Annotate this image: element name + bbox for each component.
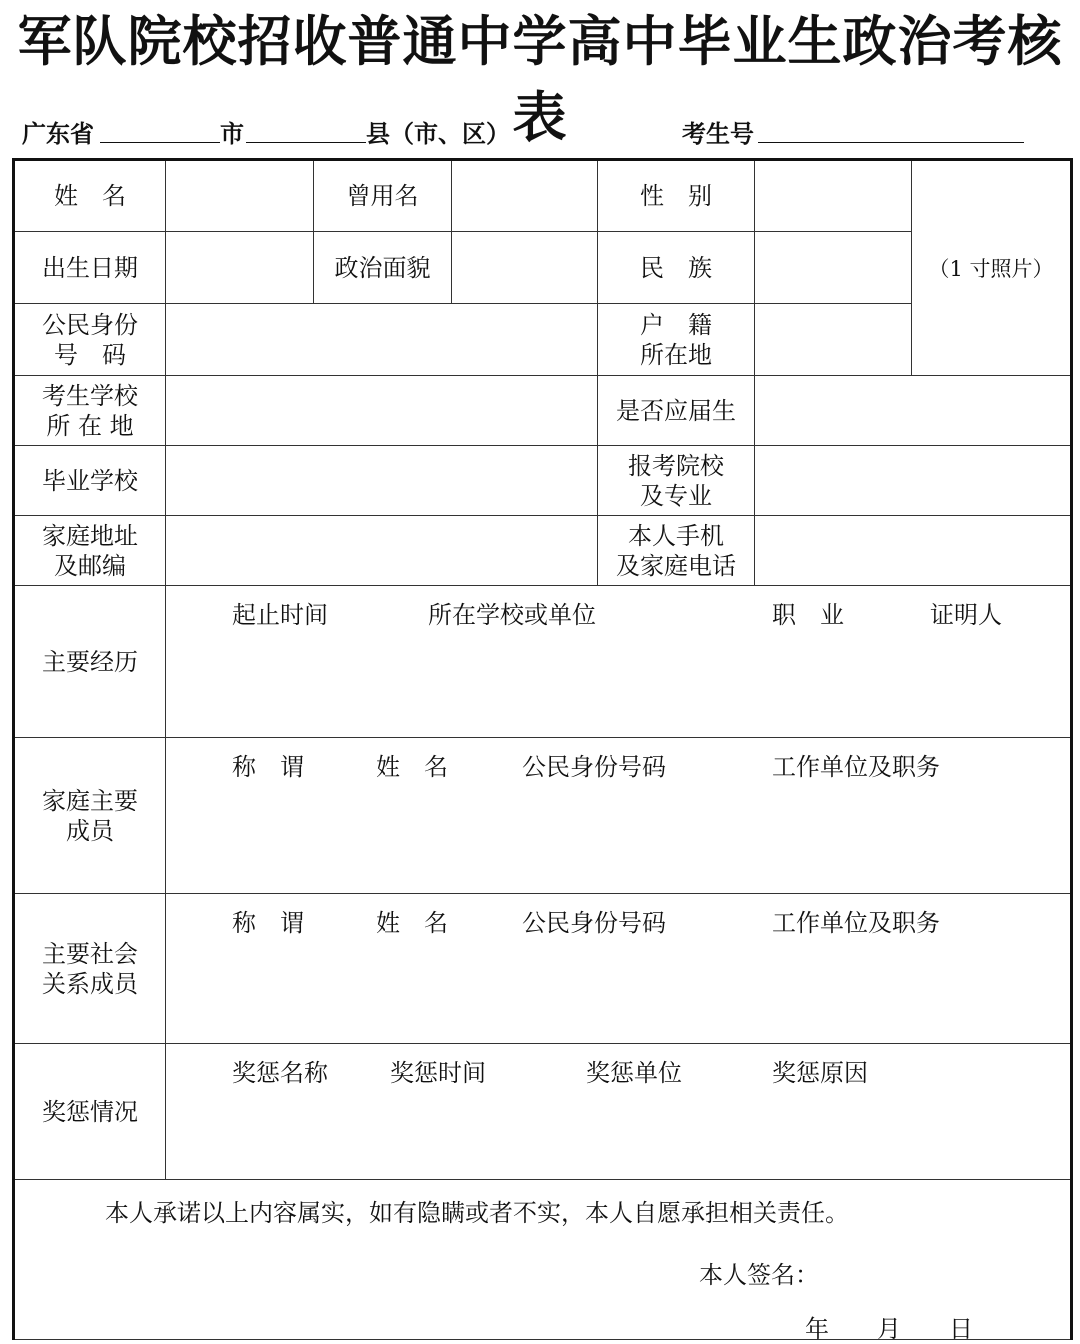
awards-header: 奖惩单位	[586, 1059, 682, 1087]
id-number-label: 公民身份 号 码	[14, 304, 166, 376]
id-number-cell[interactable]	[166, 304, 598, 376]
home-address-label: 家庭地址 及邮编	[14, 516, 166, 586]
former-name-label: 曾用名	[314, 160, 452, 232]
graduation-school-label: 毕业学校	[14, 446, 166, 516]
social-relations-cell[interactable]	[166, 894, 1072, 1044]
county-blank[interactable]	[246, 142, 366, 143]
graduation-school-cell[interactable]	[166, 446, 598, 516]
experience-cell[interactable]	[166, 586, 1072, 738]
province-label: 广东省	[22, 120, 94, 148]
awards-label: 奖惩情况	[14, 1044, 166, 1180]
city-label: 市	[220, 120, 244, 148]
social-header: 称 谓	[232, 909, 304, 937]
school-location-label: 考生学校 所 在 地	[14, 376, 166, 446]
exam-no-label: 考生号	[682, 120, 754, 148]
awards-header: 奖惩名称	[232, 1059, 328, 1087]
family-members-label: 家庭主要 成员	[14, 738, 166, 894]
pledge-text: 本人承诺以上内容属实，如有隐瞒或者不实，本人自愿承担相关责任。	[105, 1199, 849, 1227]
hukou-cell[interactable]	[755, 304, 912, 376]
social-header: 姓 名	[376, 909, 448, 937]
experience-label: 主要经历	[14, 586, 166, 738]
social-header: 公民身份号码	[522, 909, 666, 937]
name-cell[interactable]	[166, 160, 314, 232]
family-header: 工作单位及职务	[772, 753, 940, 781]
experience-header: 所在学校或单位	[428, 601, 596, 629]
ethnicity-label: 民 族	[598, 232, 755, 304]
birth-date-label: 出生日期	[14, 232, 166, 304]
county-label: 县（市、区）	[366, 120, 510, 148]
exam-no-blank[interactable]	[758, 142, 1024, 143]
photo-cell[interactable]	[912, 160, 1072, 376]
political-status-label: 政治面貌	[314, 232, 452, 304]
social-header: 工作单位及职务	[772, 909, 940, 937]
political-status-cell[interactable]	[452, 232, 598, 304]
hukou-label: 户 籍 所在地	[598, 304, 755, 376]
name-label: 姓 名	[14, 160, 166, 232]
family-header: 姓 名	[376, 753, 448, 781]
experience-header: 起止时间	[232, 601, 328, 629]
experience-header: 证明人	[930, 601, 1002, 629]
phone-label: 本人手机 及家庭电话	[598, 516, 755, 586]
signature-label: 本人签名：	[699, 1261, 819, 1289]
awards-header: 奖惩原因	[772, 1059, 868, 1087]
home-address-cell[interactable]	[166, 516, 598, 586]
birth-date-cell[interactable]	[166, 232, 314, 304]
fresh-graduate-label: 是否应届生	[598, 376, 755, 446]
apply-school-label: 报考院校 及专业	[598, 446, 755, 516]
city-blank[interactable]	[100, 142, 220, 143]
family-header: 公民身份号码	[522, 753, 666, 781]
apply-school-cell[interactable]	[755, 446, 1072, 516]
photo-label: （1 寸照片）	[928, 256, 1054, 281]
family-members-cell[interactable]	[166, 738, 1072, 894]
experience-header: 职 业	[772, 601, 844, 629]
phone-cell[interactable]	[755, 516, 1072, 586]
date-label: 年 月 日	[805, 1315, 973, 1343]
fresh-graduate-cell[interactable]	[755, 376, 1072, 446]
awards-header: 奖惩时间	[390, 1059, 486, 1087]
school-location-cell[interactable]	[166, 376, 598, 446]
family-header: 称 谓	[232, 753, 304, 781]
pledge-cell[interactable]	[14, 1180, 1072, 1343]
location-line	[22, 108, 1062, 148]
gender-cell[interactable]	[755, 160, 912, 232]
social-relations-label: 主要社会 关系成员	[14, 894, 166, 1044]
review-form-table	[12, 158, 1073, 1343]
ethnicity-cell[interactable]	[755, 232, 912, 304]
awards-cell[interactable]	[166, 1044, 1072, 1180]
form-title: 军队院校招收普通中学高中毕业生政治考核表	[17, 10, 1063, 149]
former-name-cell[interactable]	[452, 160, 598, 232]
gender-label: 性 别	[598, 160, 755, 232]
